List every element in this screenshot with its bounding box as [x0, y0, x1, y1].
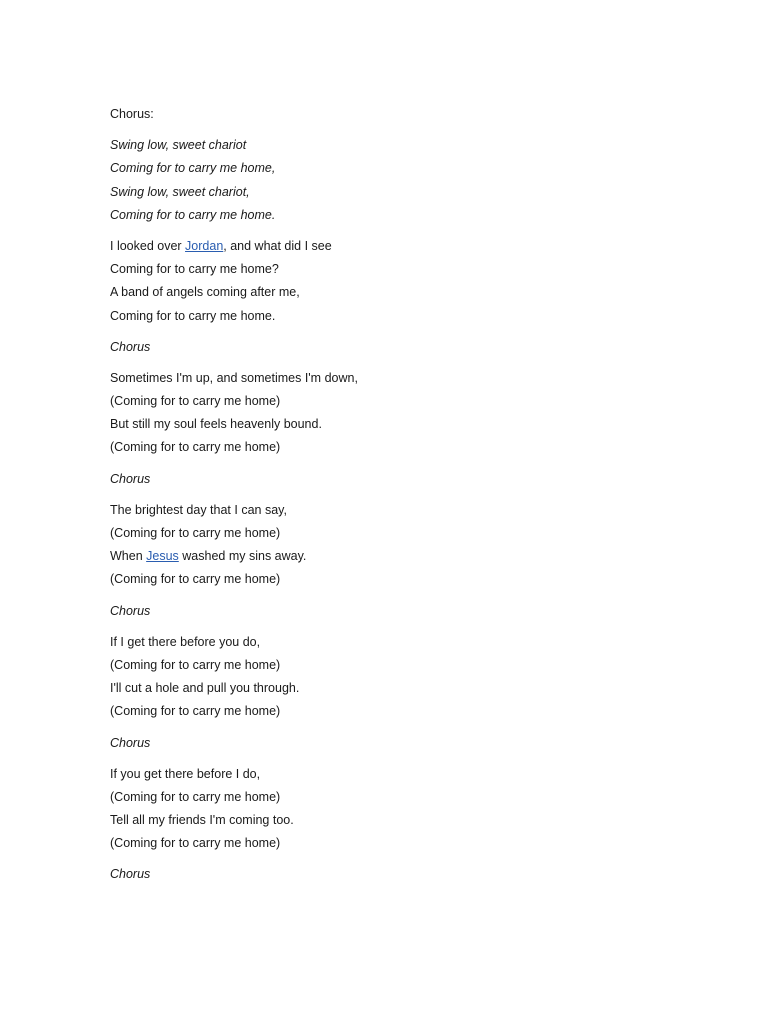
verse-4 [110, 633, 670, 726]
verse-line: (Coming for to carry me home) [110, 526, 281, 540]
verse-line: (Coming for to carry me home) [110, 789, 281, 804]
verse-text: I looked over [110, 238, 186, 253]
verse-line: (Coming for to carry me home) [110, 704, 281, 719]
chorus-line: Swing low, sweet chariot [110, 138, 247, 153]
jesus-link[interactable]: Jesus [146, 549, 179, 564]
chorus-label: Chorus [110, 603, 151, 618]
verse-line: I'll cut a hole and pull you through. [110, 681, 300, 696]
verse-line [110, 547, 670, 570]
verse-1 [110, 237, 670, 330]
chorus-heading: Chorus: [110, 107, 154, 121]
verse-line: (Coming for to carry me home) [110, 657, 281, 672]
chorus-line: Coming for to carry me home. [110, 207, 276, 222]
chorus-line: Swing low, sweet chariot, [110, 184, 250, 199]
chorus-label: Chorus [110, 471, 151, 486]
verse-2 [110, 369, 670, 462]
chorus-label: Chorus [110, 339, 151, 354]
verse-text: , and what did I see [223, 238, 332, 253]
verse-line: If I get there before you do, [110, 634, 261, 649]
verse-line: (Coming for to carry me home) [110, 572, 281, 587]
verse-line: Coming for to carry me home? [110, 262, 279, 277]
verse-line: Sometimes I'm up, and sometimes I'm down, [110, 370, 358, 385]
verse-3 [110, 501, 670, 594]
chorus-line: Coming for to carry me home, [110, 161, 276, 176]
verse-line [110, 237, 670, 260]
verse-line: Tell all my friends I'm coming too. [110, 813, 294, 828]
chorus-block [110, 136, 670, 229]
chorus-label: Chorus [110, 867, 151, 882]
verse-text: washed my sins away. [178, 549, 307, 564]
chorus-label: Chorus [110, 735, 151, 750]
verse-line: (Coming for to carry me home) [110, 394, 281, 409]
verse-5 [110, 765, 670, 858]
verse-text: When [110, 549, 147, 564]
verse-line: (Coming for to carry me home) [110, 440, 281, 455]
verse-line: A band of angels coming after me, [110, 285, 300, 300]
verse-line: The brightest day that I can say, [110, 502, 287, 517]
jordan-link[interactable]: Jordan [185, 238, 224, 253]
lyrics-document [110, 105, 670, 889]
verse-line: Coming for to carry me home. [110, 308, 276, 323]
verse-line: But still my soul feels heavenly bound. [110, 417, 322, 432]
verse-line: (Coming for to carry me home) [110, 836, 281, 851]
verse-line: If you get there before I do, [110, 766, 261, 781]
